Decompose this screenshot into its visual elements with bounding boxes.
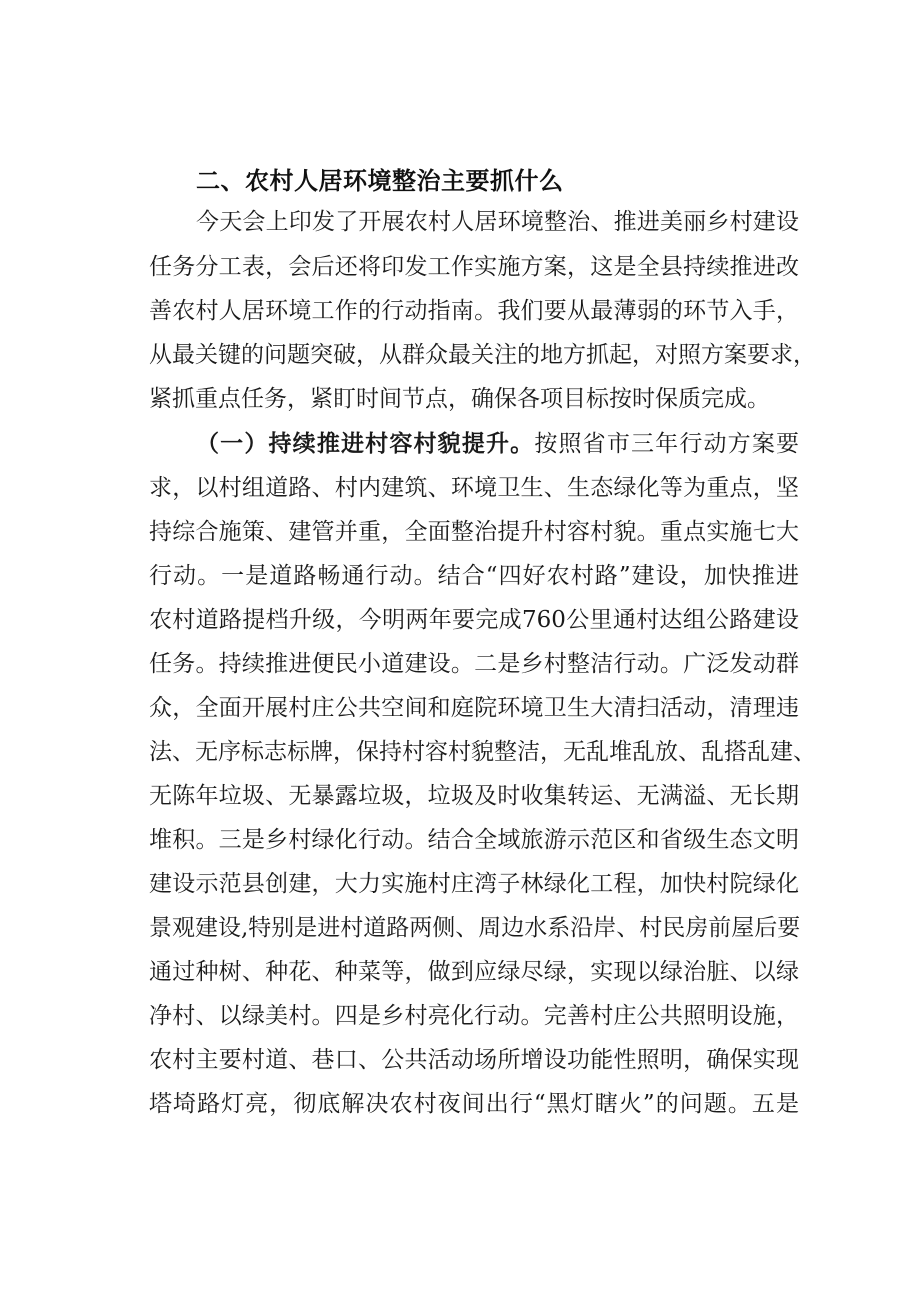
paragraph-2-line: 通过种树、种花、种菜等，做到应绿尽绿，实现以绿治脏、以绿 xyxy=(149,959,799,985)
paragraph-2-line-text: 按照省市三年行动方案要 xyxy=(534,431,800,457)
paragraph-2-line: 求，以村组道路、村内建筑、环境卫生、生态绿化等为重点，坚 xyxy=(149,475,799,501)
paragraph-2-line: 农村主要村道、巷口、公共活动场所增设功能性照明，确保实现 xyxy=(149,1047,799,1073)
section-heading: 二、农村人居环境整治主要抓什么 xyxy=(196,167,564,195)
paragraph-2-line: 众，全面开展村庄公共空间和庭院环境卫生大清扫活动，清理违 xyxy=(149,695,799,721)
paragraph-2-line: 农村道路提档升级，今明两年要完成760公里通村达组公路建设 xyxy=(149,607,799,633)
subsection-heading: （一）持续推进村容村貌提升。 xyxy=(196,431,535,457)
paragraph-1-line: 从最关键的问题突破，从群众最关注的地方抓起，对照方案要求， xyxy=(149,342,816,368)
paragraph-2-first-line xyxy=(196,425,799,458)
paragraph-2-line: 无陈年垃圾、无暴露垃圾，垃圾及时收集转运、无满溢、无长期 xyxy=(149,783,799,809)
paragraph-2-line: 行动。一是道路畅通行动。结合“四好农村路”建设，加快推进 xyxy=(149,563,799,589)
paragraph-2-line: 堆积。三是乡村绿化行动。结合全域旅游示范区和省级生态文明 xyxy=(149,827,799,853)
paragraph-1-line: 善农村人居环境工作的行动指南。我们要从最薄弱的环节入手， xyxy=(149,298,799,324)
paragraph-1-line: 紧抓重点任务，紧盯时间节点，确保各项目标按时保质完成。 xyxy=(149,386,770,412)
paragraph-2-line: 净村、以绿美村。四是乡村亮化行动。完善村庄公共照明设施， xyxy=(149,1003,799,1029)
paragraph-2-line: 法、无序标志标牌，保持村容村貌整洁，无乱堆乱放、乱搭乱建、 xyxy=(149,739,816,765)
paragraph-2-line: 持综合施策、建管并重，全面整治提升村容村貌。重点实施七大 xyxy=(149,519,799,545)
paragraph-1-line: 今天会上印发了开展农村人居环境整治、推进美丽乡村建设 xyxy=(196,209,799,235)
paragraph-1-line: 任务分工表，会后还将印发工作实施方案，这是全县持续推进改 xyxy=(149,254,799,280)
paragraph-2-line: 景观建设,特别是进村道路两侧、周边水系沿岸、村民房前屋后要 xyxy=(149,915,801,941)
paragraph-2-line: 建设示范县创建，大力实施村庄湾子林绿化工程，加快村院绿化 xyxy=(149,871,799,897)
paragraph-2-line: 塔埼路灯亮，彻底解决农村夜间出行“黑灯瞎火”的问题。五是 xyxy=(149,1091,799,1117)
paragraph-2-line: 任务。持续推进便民小道建设。二是乡村整洁行动。广泛发动群 xyxy=(149,651,799,677)
